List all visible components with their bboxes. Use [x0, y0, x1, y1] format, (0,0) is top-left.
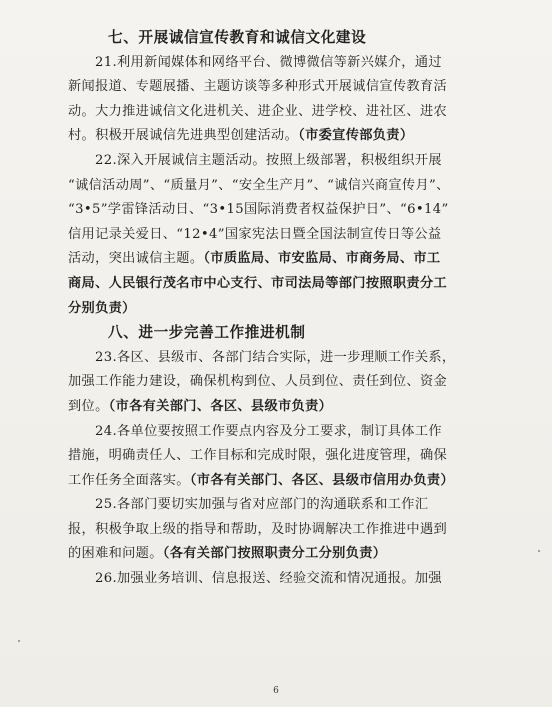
paragraph-line: 措施，明确责任人、工作目标和完成时限，强化进度管理，确保	[68, 448, 448, 464]
section-heading: 七、开展诚信宣传教育和诚信文化建设	[108, 29, 367, 46]
paragraph-text: 村。积极开展诚信先进典型创建活动。	[68, 128, 299, 144]
paragraph-line	[68, 469, 493, 494]
paragraph-line: 25.各部门要切实加强与省对应部门的沟通联系和工作汇	[95, 497, 429, 513]
scan-speck	[538, 550, 540, 552]
responsible-department: 分别负责）	[68, 300, 136, 316]
paragraph-line: “诚信活动周”、“质量月”、“安全生产月”、“诚信兴商宣传月”、	[68, 177, 450, 193]
paragraph-line: “3•5”学雷锋活动日、“3•15国际消费者权益保护日”、“6•14”	[68, 202, 449, 218]
paragraph-line: 动。大力推进诚信文化进机关、进企业、进学校、进社区、进农	[68, 103, 448, 119]
section-heading: 八、进一步完善工作推进机制	[108, 324, 306, 342]
paragraph-line	[68, 124, 493, 149]
paragraph-line: 新闻报道、专题展播、主题访谈等多种形式开展诚信宣传教育活	[68, 79, 448, 95]
paragraph-text: 工作任务全面落实。	[68, 472, 190, 488]
page-number: 6	[273, 686, 279, 696]
list-item	[68, 51, 493, 149]
responsible-department: （市各有关部门、各区、县级市信用办负责）	[189, 472, 454, 488]
scan-speck	[18, 640, 20, 642]
paragraph-text: 活动，突出诚信主题。	[68, 251, 204, 267]
document-body	[68, 26, 493, 592]
responsible-department: （市质监局、市安监局、市商务局、市工	[203, 251, 441, 267]
paragraph-line: 报，积极争取上级的指导和帮助，及时协调解决工作推进中遇到	[68, 521, 448, 537]
paragraph-line: 24.各单位要按照工作要点内容及分工要求，制订具体工作	[95, 423, 442, 439]
paragraph-line	[68, 542, 493, 567]
responsible-department: （市委宣传部负责）	[298, 128, 414, 144]
paragraph-line	[68, 395, 493, 420]
paragraph-text: 到位。	[68, 398, 109, 414]
responsible-department: 商局、人民银行茂名市中心支行、市司法局等部门按照职责分工	[68, 275, 448, 291]
paragraph-line: 23.各区、县级市、各部门结合实际，进一步理顺工作关系，	[95, 349, 456, 365]
list-item	[68, 420, 493, 494]
responsible-department: （各有关部门按照职责分工分别负责）	[162, 546, 387, 562]
paragraph-line: 26.加强业务培训、信息报送、经验交流和情况通报。加强	[95, 571, 442, 587]
paragraph-line: 加强工作能力建设，确保机构到位、人员到位、责任到位、资金	[68, 374, 448, 390]
responsible-department: （市各有关部门、各区、县级市负责）	[108, 398, 333, 414]
paragraph-line	[68, 247, 493, 272]
list-item	[68, 149, 493, 321]
list-item	[68, 567, 493, 592]
paragraph-line: 22.深入开展诚信主题活动。按照上级部署，积极组织开展	[95, 152, 442, 168]
list-item	[68, 346, 493, 420]
list-item	[68, 493, 493, 567]
paragraph-text: 的困难和问题。	[68, 546, 163, 562]
paragraph-line: 信用记录关爱日、“12•4”国家宪法日暨全国法制宣传日等公益	[68, 226, 442, 242]
paragraph-line: 21.利用新闻媒体和网络平台、微博微信等新兴媒介，通过	[95, 54, 442, 70]
